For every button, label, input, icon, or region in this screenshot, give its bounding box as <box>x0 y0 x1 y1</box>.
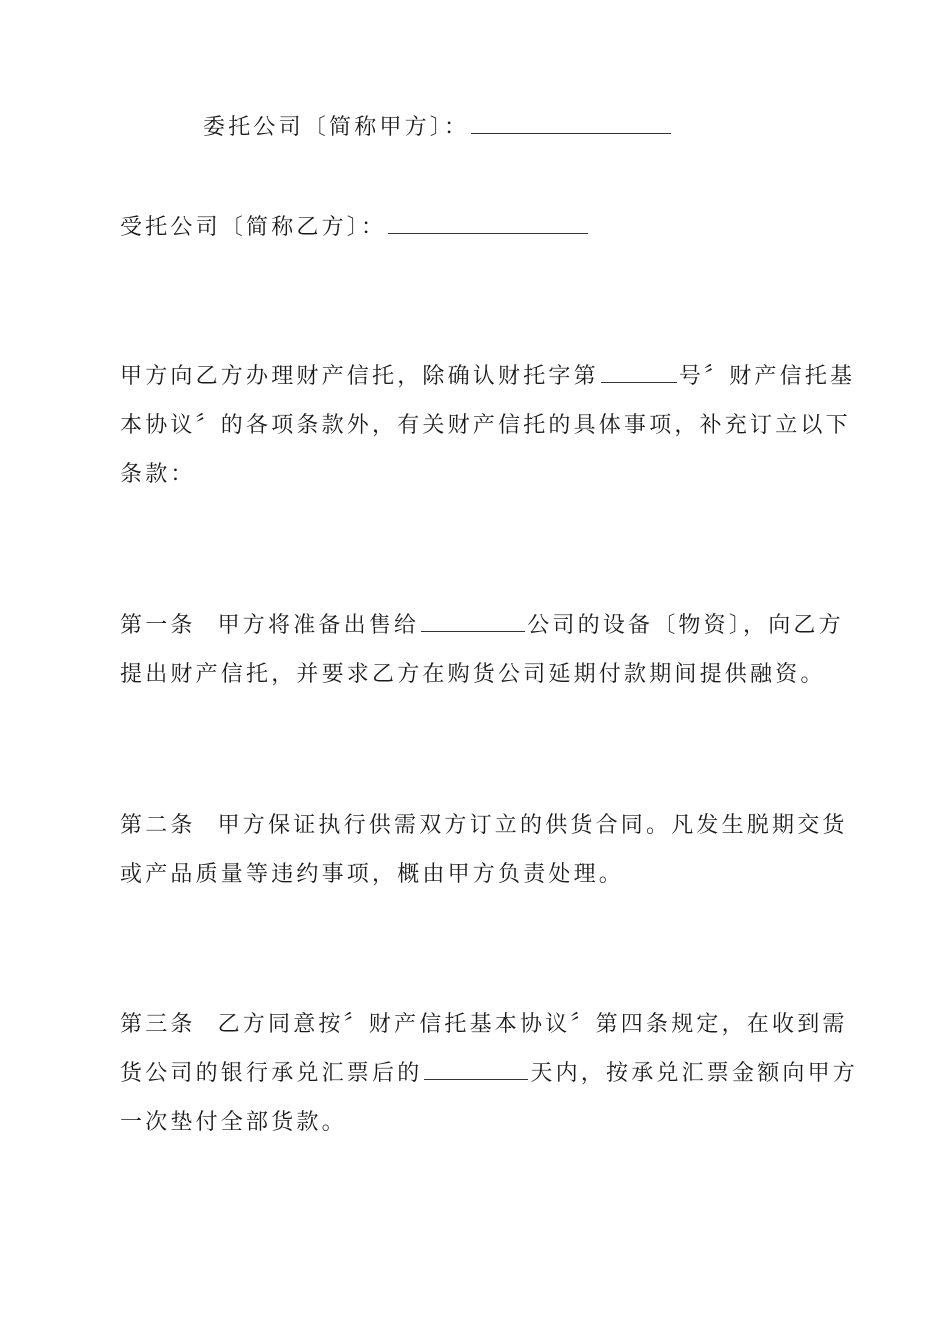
article-3-text-2a: 货公司的银行承兑汇票后的 <box>120 1061 423 1086</box>
article-3-row-2 <box>120 1049 859 1098</box>
article-2-row-2: 或产品质量等违约事项，概由甲方负责处理。 <box>120 862 625 887</box>
article-1-row-2: 提出财产信托，并要求乙方在购货公司延期付款期间提供融资。 <box>120 662 826 687</box>
trustee-label: 受托公司〔简称乙方〕： <box>120 215 387 240</box>
article-3 <box>120 1000 859 1147</box>
intro-row-1 <box>120 352 856 401</box>
article-3-number: 第三条 <box>120 1012 196 1037</box>
days-blank[interactable] <box>424 1057 528 1080</box>
intro-paragraph <box>120 352 856 499</box>
trustee-line <box>120 204 840 252</box>
article-2-row-1 <box>120 801 848 850</box>
principal-line <box>203 104 923 152</box>
article-3-row-3: 一次垫付全部货款。 <box>120 1110 347 1135</box>
article-2 <box>120 801 848 899</box>
principal-name-blank[interactable] <box>471 111 671 134</box>
article-1-number: 第一条 <box>120 613 196 638</box>
intro-row-2: 本协议〞的各项条款外，有关财产信托的具体事项，补充订立以下 <box>120 413 851 438</box>
article-1 <box>120 601 844 699</box>
article-1-text-1b: 公司的设备〔物资〕，向乙方 <box>527 613 844 638</box>
trustee-name-blank[interactable] <box>388 211 588 234</box>
article-3-row-1 <box>120 1000 848 1049</box>
agreement-number-blank[interactable] <box>601 360 677 383</box>
intro-text-1b: 号〞财产信托基 <box>678 364 856 389</box>
article-2-text-1: 甲方保证执行供需双方订立的供货合同。凡发生脱期交货 <box>217 813 848 838</box>
intro-row-3: 条款： <box>120 462 196 487</box>
intro-text-1a: 甲方向乙方办理财产信托，除确认财托字第 <box>120 364 599 389</box>
buyer-company-blank[interactable] <box>421 609 525 632</box>
article-3-text-2b: 天内，按承兑汇票金额向甲方 <box>530 1061 859 1086</box>
article-3-text-1: 乙方同意按〞财产信托基本协议〞第四条规定，在收到需 <box>217 1012 848 1037</box>
article-2-number: 第二条 <box>120 813 196 838</box>
principal-label: 委托公司〔简称甲方〕： <box>203 115 470 140</box>
article-1-text-1a: 甲方将准备出售给 <box>217 613 420 638</box>
article-1-row-1 <box>120 601 844 650</box>
